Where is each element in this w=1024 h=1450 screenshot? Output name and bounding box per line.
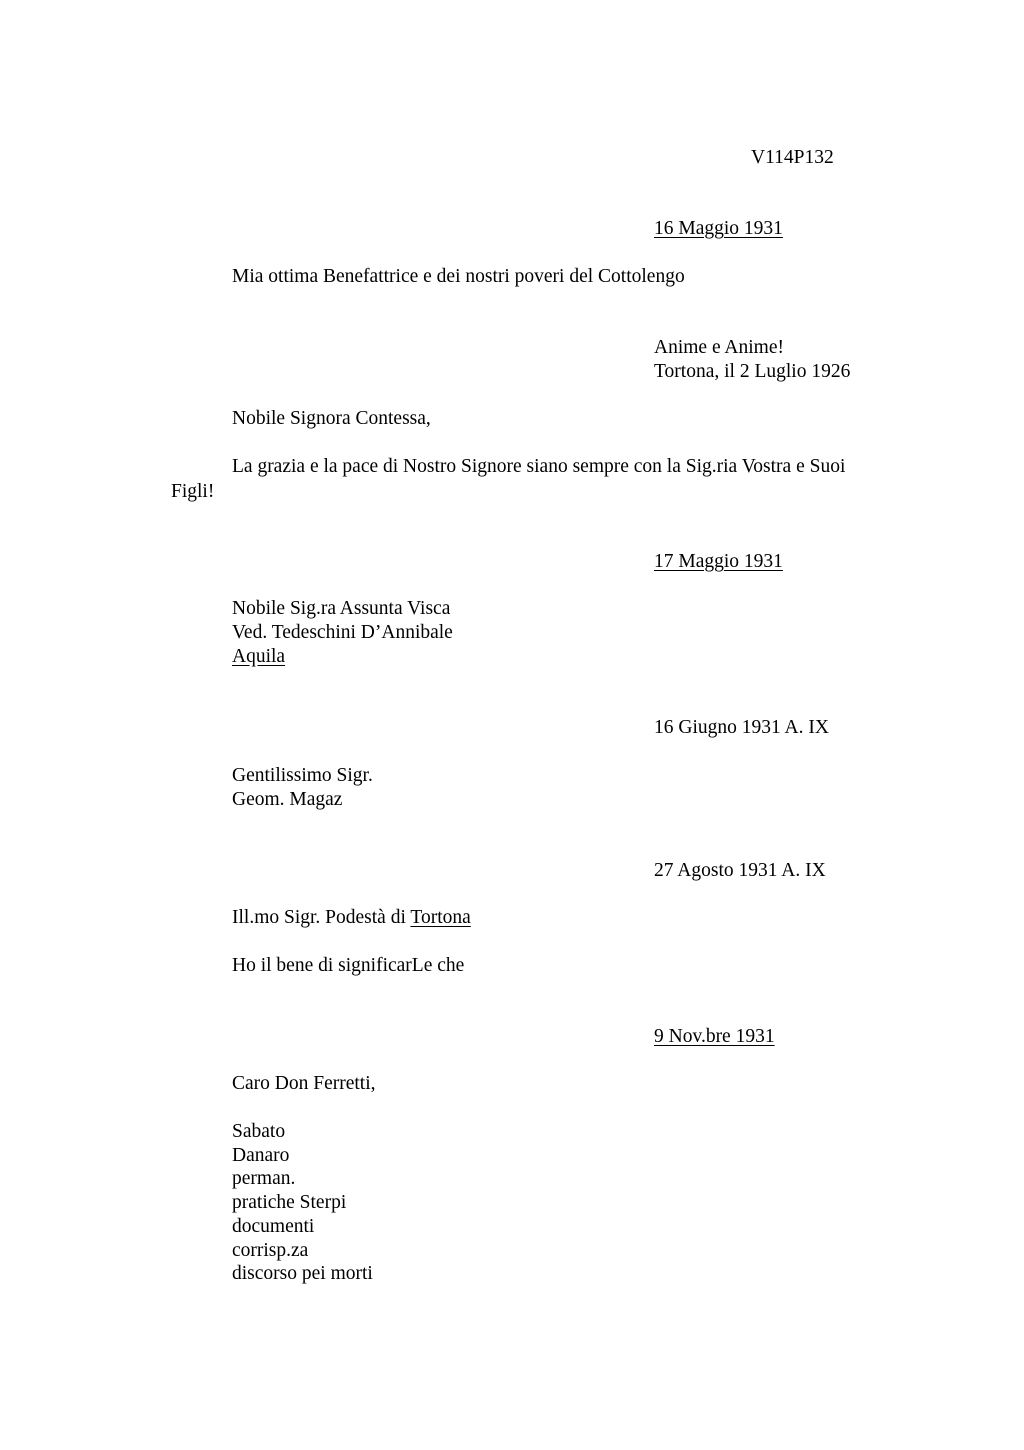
letter-body-line: Ho il bene di significarLe che	[232, 955, 465, 976]
letter-date: 17 Maggio 1931	[654, 551, 783, 572]
letter-salutation: Nobile Signora Contessa,	[232, 408, 431, 429]
note-item: discorso pei morti	[232, 1263, 373, 1284]
salutation-prefix: Ill.mo Sigr. Podestà di	[232, 907, 411, 928]
addressee-line: Nobile Sig.ra Assunta Visca	[232, 598, 451, 619]
addressee-line: Gentilissimo Sigr.	[232, 765, 373, 786]
letter-motto: Anime e Anime!	[654, 337, 784, 358]
letter-date: 16 Giugno 1931 A. IX	[654, 717, 829, 738]
letter-body-line: La grazia e la pace di Nostro Signore siano sempre con la Sig.ria Vostra e Suoi	[232, 456, 846, 477]
note-item: Sabato	[232, 1121, 286, 1142]
letter-place-date: Tortona, il 2 Luglio 1926	[654, 361, 851, 382]
note-item: documenti	[232, 1216, 315, 1237]
letter-date: 27 Agosto 1931 A. IX	[654, 860, 826, 881]
note-item: corrisp.za	[232, 1240, 309, 1261]
addressee-line: Ved. Tedeschini D’Annibale	[232, 622, 453, 643]
addressee-line: Geom. Magaz	[232, 789, 343, 810]
note-item: pratiche Sterpi	[232, 1192, 347, 1213]
note-item: Danaro	[232, 1145, 290, 1166]
salutation-city: Tortona	[410, 907, 471, 928]
letter-body-line: Figli!	[171, 481, 215, 502]
addressee-city: Aquila	[232, 646, 286, 667]
letter-date: 16 Maggio 1931	[654, 218, 783, 239]
letter-date: 9 Nov.bre 1931	[654, 1026, 775, 1047]
letter-salutation	[232, 906, 471, 930]
page-reference-code: V114P132	[751, 147, 834, 168]
note-item: perman.	[232, 1168, 296, 1189]
letter-salutation: Caro Don Ferretti,	[232, 1073, 376, 1094]
letter-salutation: Mia ottima Benefattrice e dei nostri poveri del Cottolengo	[232, 266, 685, 287]
